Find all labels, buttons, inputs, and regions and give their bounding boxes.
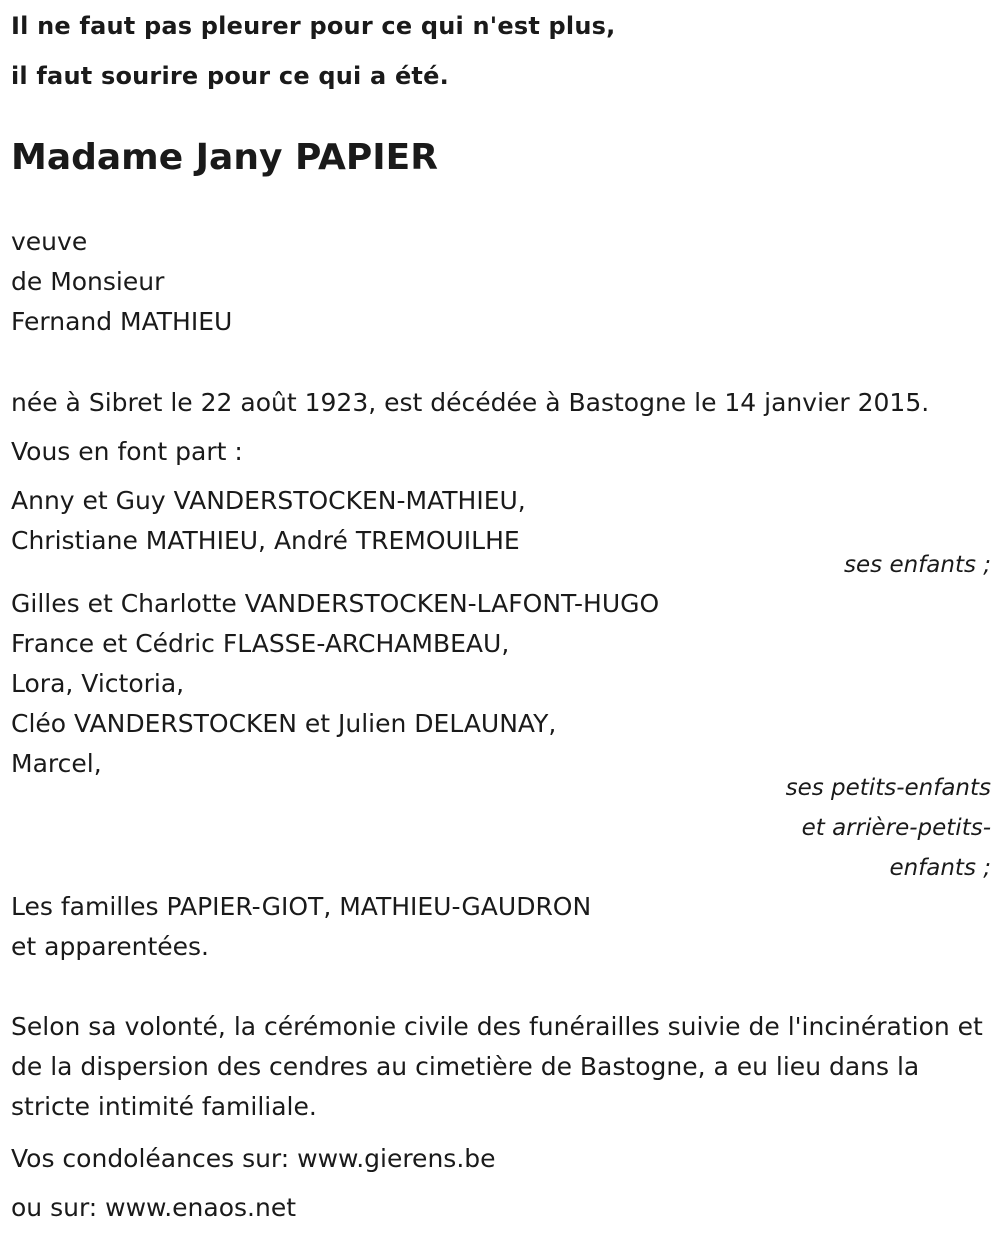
widow-line-3: Fernand MATHIEU bbox=[11, 307, 233, 336]
grandchildren-role-line-2: et arrière-petits- bbox=[801, 815, 991, 841]
birth-death-statement: née à Sibret le 22 août 1923, est décédée à Bastogne le 14 janvier 2015. bbox=[11, 388, 930, 417]
epigraph-line-1: Il ne faut pas pleurer pour ce qui n'est plus, bbox=[11, 12, 616, 40]
epigraph-line-2: il faut sourire pour ce qui a été. bbox=[11, 62, 449, 90]
children-role: ses enfants ; bbox=[844, 552, 991, 578]
announcement-intro: Vous en font part : bbox=[11, 437, 243, 466]
grandchildren-line-4: Cléo VANDERSTOCKEN et Julien DELAUNAY, bbox=[11, 709, 557, 738]
grandchildren-role-line-3: enfants ; bbox=[889, 855, 991, 881]
grandchildren-line-5: Marcel, bbox=[11, 749, 102, 778]
grandchildren-role-line-1: ses petits-enfants bbox=[785, 775, 991, 801]
families-line-1: Les familles PAPIER-GIOT, MATHIEU-GAUDRON bbox=[11, 892, 592, 921]
deceased-name: Madame Jany PAPIER bbox=[11, 137, 438, 178]
ceremony-statement: Selon sa volonté, la cérémonie civile des funérailles suivie de l'incinération et de la dispersion des cendres au cimetière de Bastogne, a eu lieu dans la stricte intimité familiale. bbox=[11, 1012, 983, 1121]
children-line-2: Christiane MATHIEU, André TREMOUILHE bbox=[11, 526, 520, 555]
children-line-1: Anny et Guy VANDERSTOCKEN-MATHIEU, bbox=[11, 486, 526, 515]
grandchildren-line-2: France et Cédric FLASSE-ARCHAMBEAU, bbox=[11, 629, 510, 658]
widow-line-2: de Monsieur bbox=[11, 267, 165, 296]
condolences-line-1: Vos condoléances sur: www.gierens.be bbox=[11, 1144, 496, 1173]
widow-line-1: veuve bbox=[11, 227, 88, 256]
condolences-line-2: ou sur: www.enaos.net bbox=[11, 1193, 296, 1222]
grandchildren-line-1: Gilles et Charlotte VANDERSTOCKEN-LAFONT-HUGO bbox=[11, 589, 660, 618]
grandchildren-line-3: Lora, Victoria, bbox=[11, 669, 185, 698]
families-line-2: et apparentées. bbox=[11, 932, 209, 961]
